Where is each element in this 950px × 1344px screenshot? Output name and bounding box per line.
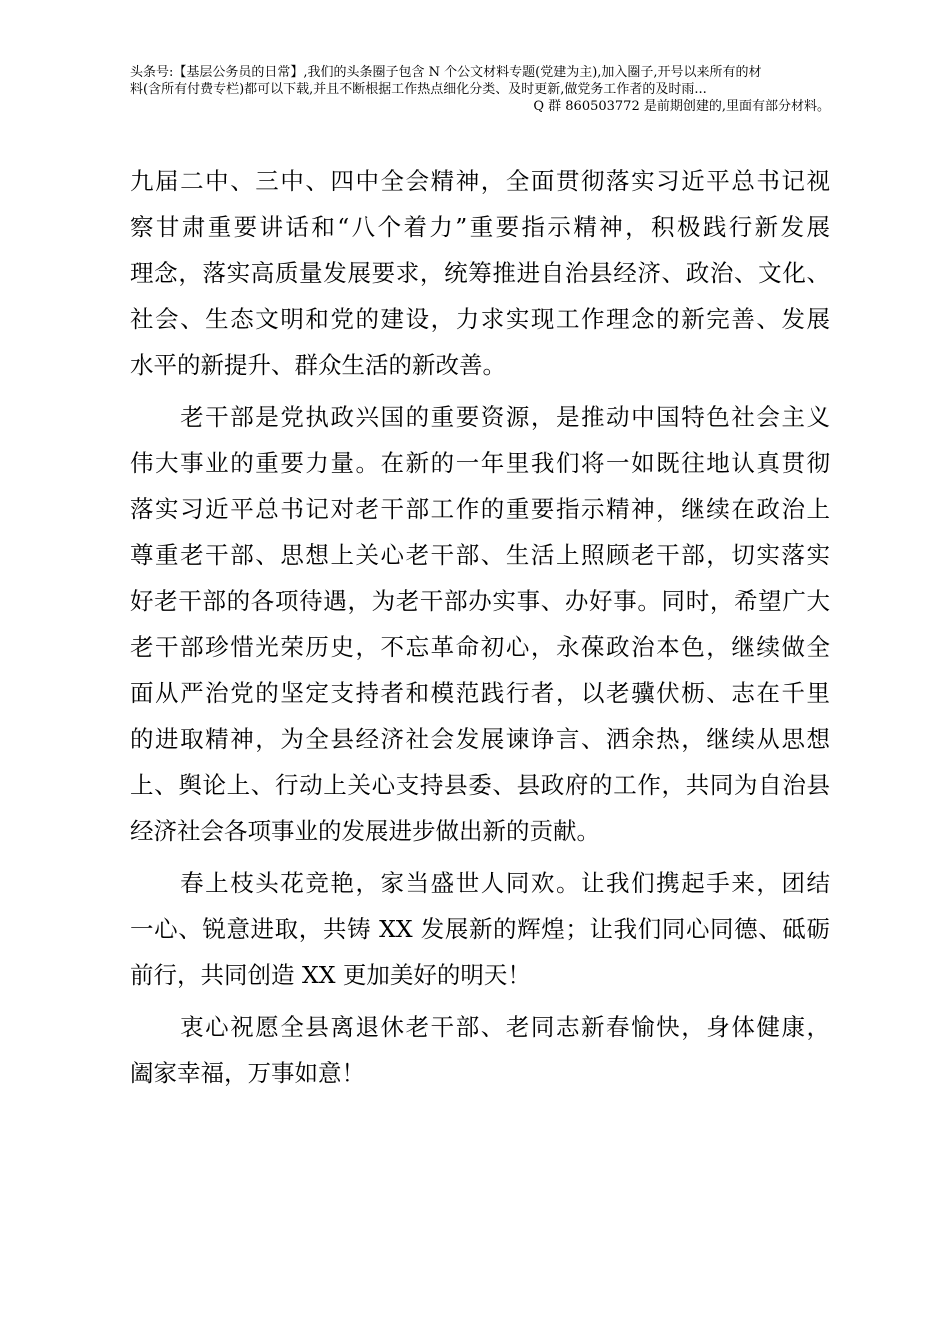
text-line: 衷心祝愿全县离退休老干部、老同志新春愉快，身体健康， — [130, 1013, 830, 1041]
text-line: 水平的新提升、群众生活的新改善。 — [130, 351, 506, 379]
paragraph-1 — [130, 158, 830, 388]
header-line-3: Q 群 860503772 是前期创建的,里面有部分材料。 — [533, 99, 830, 114]
text-line: 察甘肃重要讲话和“八个着力”重要指示精神，积极践行新发展 — [130, 213, 830, 241]
text-line: 阖家幸福，万事如意！ — [130, 1059, 365, 1087]
text-line: 老干部珍惜光荣历史，不忘革命初心，永葆政治本色，继续做全 — [130, 633, 830, 661]
text-line: 好老干部的各项待遇，为老干部办实事、办好事。同时，希望广大 — [130, 587, 830, 615]
paragraph-4 — [130, 1004, 830, 1096]
text-line: 理念，落实高质量发展要求，统筹推进自治县经济、政治、文化、 — [130, 259, 830, 287]
text-line: 伟大事业的重要力量。在新的一年里我们将一如既往地认真贯彻 — [130, 449, 830, 477]
text-line: 落实习近平总书记对老干部工作的重要指示精神，继续在政治上 — [130, 495, 830, 523]
text-line: 一心、锐意进取，共铸 XX 发展新的辉煌；让我们同心同德、砥砺 — [130, 915, 830, 943]
page-header — [130, 64, 830, 115]
text-line: 老干部是党执政兴国的重要资源，是推动中国特色社会主义 — [130, 403, 830, 431]
text-line: 春上枝头花竞艳，家当盛世人同欢。让我们携起手来，团结 — [130, 869, 830, 897]
text-line: 上、舆论上、行动上关心支持县委、县政府的工作，共同为自治县 — [130, 771, 830, 799]
document-body — [130, 158, 830, 1096]
text-line: 面从严治党的坚定支持者和模范践行者，以老骥伏枥、志在千里 — [130, 679, 830, 707]
text-line: 尊重老干部、思想上关心老干部、生活上照顾老干部，切实落实 — [130, 541, 830, 569]
header-line-2: 料(含所有付费专栏)都可以下载,并且不断根据工作热点细化分类、及时更新,做党务工作者的及时雨... — [130, 82, 707, 97]
text-line: 社会、生态文明和党的建设，力求实现工作理念的新完善、发展 — [130, 305, 830, 333]
paragraph-2 — [130, 394, 830, 854]
paragraph-3 — [130, 860, 830, 998]
text-line: 前行，共同创造 XX 更加美好的明天！ — [130, 961, 531, 989]
header-line-1: 头条号:【基层公务员的日常】,我们的头条圈子包含 N 个公文材料专题(党建为主),加入圈子,开号以来所有的材 — [130, 65, 762, 80]
text-line: 九届二中、三中、四中全会精神，全面贯彻落实习近平总书记视 — [130, 167, 830, 195]
text-line: 的进取精神，为全县经济社会发展谏诤言、洒余热，继续从思想 — [130, 725, 830, 753]
text-line: 经济社会各项事业的发展进步做出新的贡献。 — [130, 817, 600, 845]
